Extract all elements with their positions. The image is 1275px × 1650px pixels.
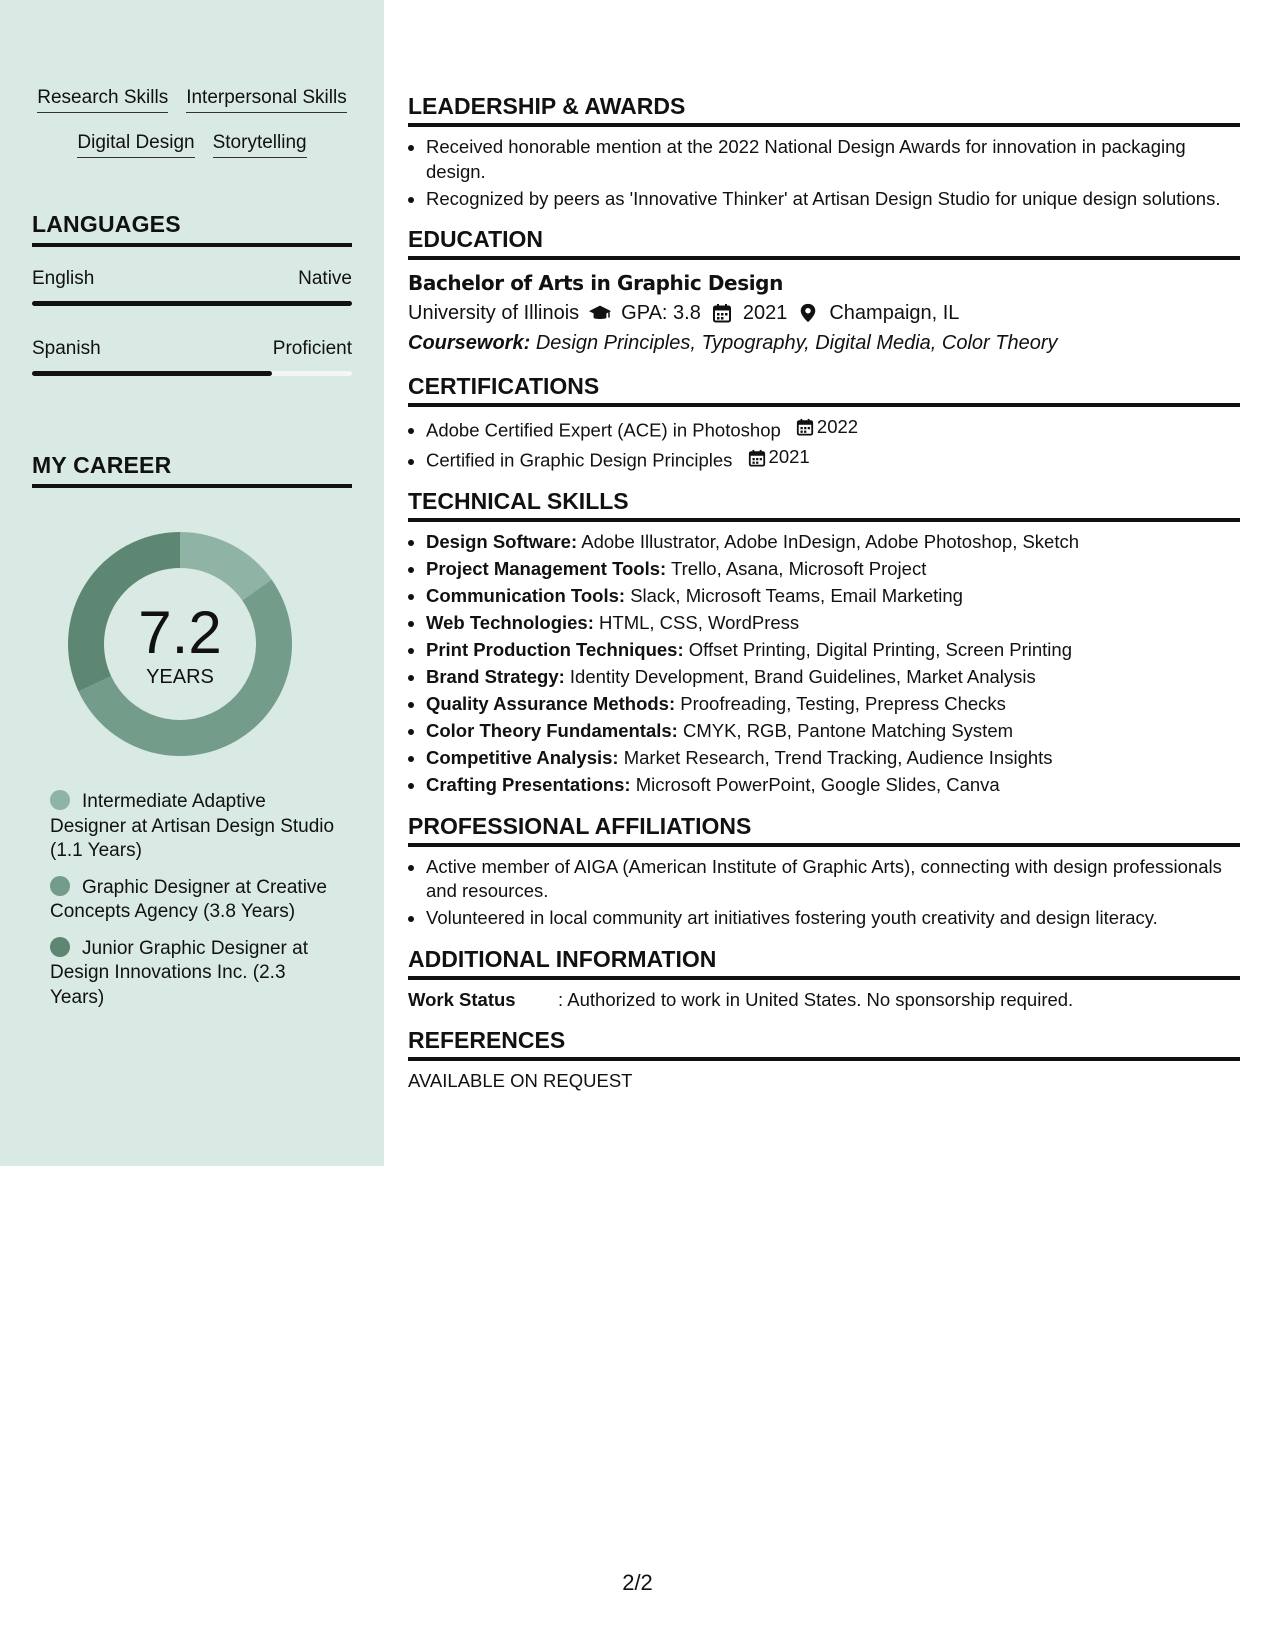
career-legend-item [50, 790, 340, 864]
calendar-icon [796, 418, 814, 436]
school-location: Champaign, IL [829, 302, 960, 324]
language-bar-fill [32, 371, 272, 376]
career-total-unit: YEARS [146, 666, 214, 688]
skill-label: Color Theory Fundamentals: [426, 720, 678, 741]
career-legend-text: Graphic Designer at Creative Concepts Agency (3.8 Years) [50, 876, 327, 922]
skill-tag: Research Skills [37, 86, 168, 113]
main-content [408, 92, 1240, 1107]
graduation-year: 2021 [742, 302, 788, 324]
skill-item [426, 773, 1240, 798]
skill-tag: Interpersonal Skills [186, 86, 347, 113]
skill-value: Trello, Asana, Microsoft Project [671, 558, 927, 579]
coursework-label: Coursework: [408, 332, 531, 354]
additional-info-heading: ADDITIONAL INFORMATION [408, 945, 1240, 980]
affiliations-heading: PROFESSIONAL AFFILIATIONS [408, 812, 1240, 847]
education-heading: EDUCATION [408, 225, 1240, 260]
languages-heading: LANGUAGES [32, 211, 352, 247]
skill-label: Competitive Analysis: [426, 747, 619, 768]
references-heading: REFERENCES [408, 1026, 1240, 1061]
page-number: 2/2 [622, 1570, 653, 1595]
skill-tag: Digital Design [77, 131, 194, 158]
certification-item [426, 415, 1240, 443]
graduation-cap-icon [589, 303, 611, 323]
education-details [408, 298, 1240, 328]
skill-label: Brand Strategy: [426, 666, 565, 687]
legend-dot-icon [50, 790, 70, 810]
skill-item [426, 746, 1240, 771]
coursework-list: Design Principles, Typography, Digital Media, Color Theory [535, 332, 1058, 354]
list-item: • Active member of AIGA (American Institute of Graphic Arts), connecting with design professionals and resources. [426, 855, 1240, 904]
skill-item [426, 692, 1240, 717]
legend-dot-icon [50, 876, 70, 896]
work-status-label: Work Status [408, 988, 516, 1010]
certifications-heading: CERTIFICATIONS [408, 372, 1240, 407]
skill-value: Microsoft PowerPoint, Google Slides, Canva [635, 774, 1000, 795]
language-english [32, 267, 352, 306]
skill-value: Offset Printing, Digital Printing, Screen Printing [688, 639, 1072, 660]
skill-value: Adobe Illustrator, Adobe InDesign, Adobe Photoshop, Sketch [581, 531, 1080, 552]
tag-row [20, 131, 364, 158]
skill-label: Communication Tools: [426, 585, 626, 606]
career-legend-item [50, 876, 340, 925]
list-item: • Received honorable mention at the 2022 National Design Awards for innovation in packaging design. [426, 135, 1240, 184]
education-section [408, 225, 1240, 358]
skill-label: Crafting Presentations: [426, 774, 631, 795]
certification-year: 2021 [768, 446, 810, 468]
skill-value: Identity Development, Brand Guidelines, Market Analysis [569, 666, 1036, 687]
gpa: GPA: 3.8 [621, 302, 701, 324]
technical-skills-heading: TECHNICAL SKILLS [408, 487, 1240, 522]
skill-value: Slack, Microsoft Teams, Email Marketing [630, 585, 963, 606]
skill-item [426, 584, 1240, 609]
skill-value: Proofreading, Testing, Prepress Checks [680, 693, 1006, 714]
career-total-value: 7.2 [138, 599, 222, 666]
certification-year: 2022 [816, 416, 859, 437]
language-name: English [32, 268, 95, 289]
certification-name: Adobe Certified Expert (ACE) in Photoshop [426, 419, 781, 441]
language-spanish [32, 337, 352, 376]
list-item: • Recognized by peers as 'Innovative Thinker' at Artisan Design Studio for unique design solutions. [426, 187, 1240, 212]
language-level: Proficient [272, 338, 352, 359]
career-heading: MY CAREER [32, 452, 352, 488]
references-section [408, 1026, 1240, 1093]
certifications-section [408, 372, 1240, 473]
skill-item [426, 665, 1240, 690]
skill-label: Web Technologies: [426, 612, 594, 633]
affiliations-section [408, 812, 1240, 931]
skill-label: Quality Assurance Methods: [426, 693, 676, 714]
language-bar-fill [32, 301, 352, 306]
career-total [66, 600, 294, 688]
leadership-section [408, 92, 1240, 211]
skill-tags [20, 86, 364, 176]
work-status-value: : Authorized to work in United States. No sponsorship required. [558, 988, 1074, 1010]
career-legend [50, 790, 340, 1022]
technical-skills-section [408, 487, 1240, 798]
skill-item [426, 530, 1240, 555]
calendar-icon [711, 303, 733, 323]
skill-value: Market Research, Trend Tracking, Audience Insights [623, 747, 1053, 768]
school-name: University of Illinois [408, 302, 580, 324]
skill-value: CMYK, RGB, Pantone Matching System [682, 720, 1014, 741]
language-name: Spanish [32, 338, 101, 359]
career-legend-text: Junior Graphic Designer at Design Innovations Inc. (2.3 Years) [50, 937, 308, 1008]
certification-item [426, 445, 1240, 473]
skill-item [426, 611, 1240, 636]
language-level: Native [298, 268, 352, 289]
skill-item [426, 638, 1240, 663]
legend-dot-icon [50, 937, 70, 957]
language-bar [32, 301, 352, 306]
skill-label: Print Production Techniques: [426, 639, 684, 660]
career-legend-item [50, 937, 340, 1011]
skill-label: Project Management Tools: [426, 558, 667, 579]
language-bar [32, 371, 352, 376]
sidebar [0, 0, 384, 1166]
list-item: • Volunteered in local community art initiatives fostering youth creativity and design literacy. [426, 906, 1240, 931]
skill-item [426, 719, 1240, 744]
career-legend-text: Intermediate Adaptive Designer at Artisan Design Studio (1.1 Years) [50, 791, 335, 861]
calendar-icon [748, 449, 766, 467]
skill-label: Design Software: [426, 531, 578, 552]
skill-item [426, 557, 1240, 582]
tag-row [20, 86, 364, 113]
degree-title: Bachelor of Arts in Graphic Design [408, 271, 783, 295]
coursework [408, 328, 1240, 358]
certification-name: Certified in Graphic Design Principles [426, 449, 733, 471]
work-status-row [408, 988, 1240, 1012]
skill-tag: Storytelling [213, 131, 307, 158]
references-text: AVAILABLE ON REQUEST [408, 1069, 633, 1091]
additional-info-section [408, 945, 1240, 1012]
leadership-heading: LEADERSHIP & AWARDS [408, 92, 1240, 127]
skill-value: HTML, CSS, WordPress [599, 612, 800, 633]
location-pin-icon [797, 303, 819, 323]
